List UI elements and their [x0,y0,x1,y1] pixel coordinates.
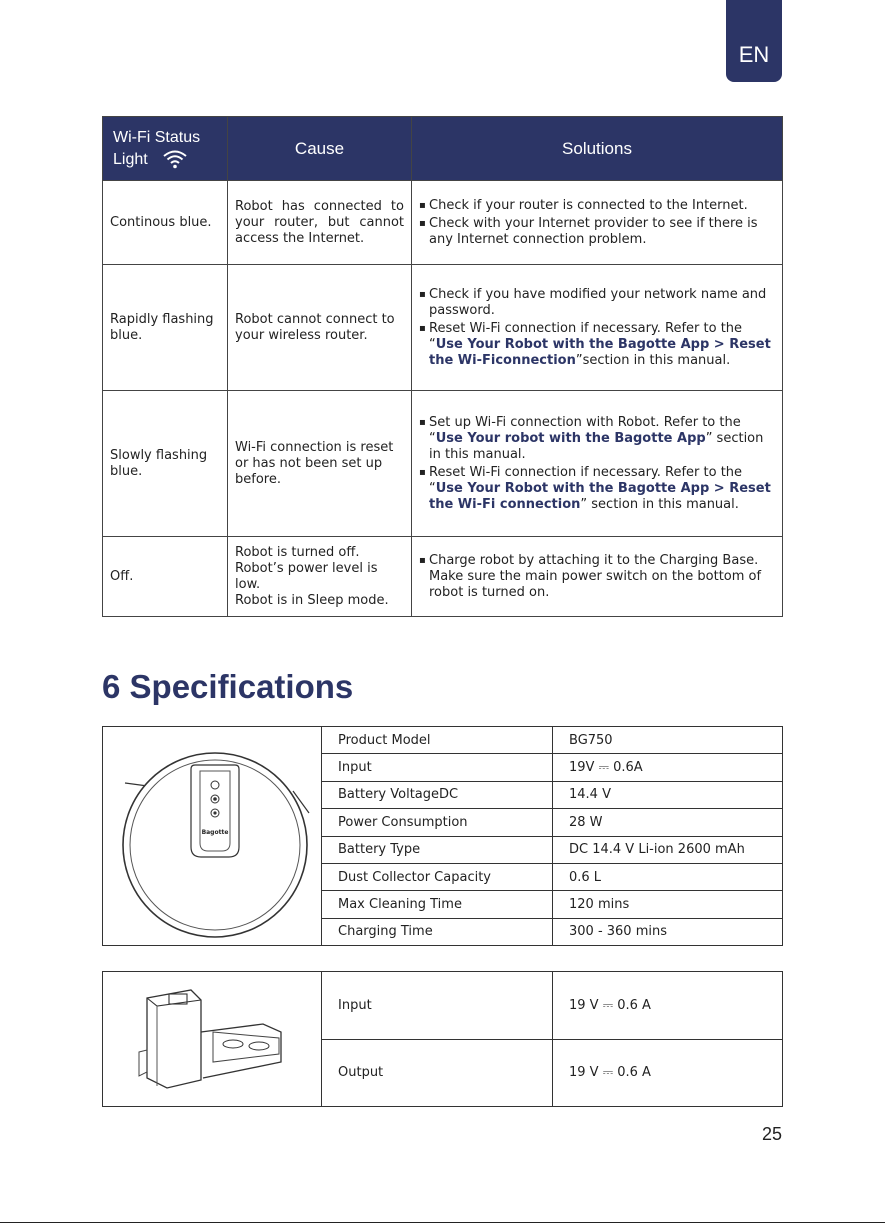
spec-value: 28 W [553,809,783,836]
spec-row [103,972,783,1040]
wifi-status-table [102,116,783,617]
language-label: EN [738,42,770,67]
spec-value: 0.6 L [553,863,783,890]
solution-item: ▪ Check if you have modified your network name and password. [419,287,775,319]
header-status-line1: Wi-Fi Status [113,128,201,146]
wifi-row-slow [103,391,783,537]
cause-cell: Wi-Fi connection is reset or has not been set up before. [228,391,412,537]
header-cause: Cause [228,117,412,181]
section-title: 6 Specifications [102,668,354,705]
page-number: 25 [762,1124,783,1144]
solution-item: ▪ Charge robot by attaching it to the Charging Base. Make sure the main power switch on the bottom of robot is turned on. [419,553,775,601]
language-tab [726,0,782,82]
charging-base-spec-table [102,971,783,1107]
spec-value: DC 14.4 V Li-ion 2600 mAh [553,836,783,863]
spec-label: Output [322,1039,553,1107]
spec-value: 14.4 V [553,781,783,808]
manual-reference: Use Your Robot with the Bagotte App > Reset the Wi-Fi connection [429,480,771,512]
robot-vacuum-illustration [103,727,321,941]
solutions-cell [412,181,783,265]
cause-cell: Robot has connected to your router, but cannot access the Internet. [228,181,412,265]
spec-row [103,727,783,754]
robot-brand-label: Bagotte [201,829,229,836]
solution-text: ”section in this manual. [575,352,731,368]
status-cell: Off. [103,537,228,617]
header-wifi-status [103,117,228,181]
solution-item: ▪ Check with your Internet provider to see if there is any Internet connection problem. [419,216,775,248]
base-image-cell [103,972,322,1107]
spec-label: Power Consumption [322,809,553,836]
spec-label: Input [322,972,553,1040]
solution-item: ▪ Check if your router is connected to the Internet. [419,198,775,214]
spec-label: Dust Collector Capacity [322,863,553,890]
spec-label: Battery VoltageDC [322,781,553,808]
solution-item [419,321,775,369]
wifi-table-header [103,117,783,181]
solution-item [419,465,775,513]
solution-item [419,415,775,463]
spec-label: Charging Time [322,918,553,945]
status-cell: Rapidly flashing blue. [103,265,228,391]
spec-label: Battery Type [322,836,553,863]
spec-label: Product Model [322,727,553,754]
spec-value: 300 - 360 mins [553,918,783,945]
spec-value: 19V ⎓ 0.6A [553,754,783,781]
header-status-line2: Light [113,150,148,168]
spec-value: 19 V ⎓ 0.6 A [553,972,783,1040]
status-cell: Continous blue. [103,181,228,265]
solutions-cell [412,391,783,537]
manual-reference: Use Your Robot with the Bagotte App > Reset the Wi-Ficonnection [429,336,771,368]
robot-spec-table [102,726,783,946]
wifi-row-rapid [103,265,783,391]
page-divider [0,1222,885,1223]
header-solutions: Solutions [412,117,783,181]
solution-text: Reset Wi-Fi connection if necessary. Refer to the “ [429,320,743,352]
spec-label: Max Cleaning Time [322,891,553,918]
cause-line: Robot is turned off. [235,544,360,560]
spec-label: Input [322,754,553,781]
solution-text: ” section in this manual. [580,496,739,512]
solutions-cell [412,265,783,391]
robot-image-cell [103,727,322,946]
spec-value: BG750 [553,727,783,754]
spec-value: 19 V ⎓ 0.6 A [553,1039,783,1107]
spec-value: 120 mins [553,891,783,918]
status-cell: Slowly flashing blue. [103,391,228,537]
solution-text: ” section in this manual. [429,430,764,462]
charging-base-illustration [103,972,321,1102]
cause-line: Robot’s power level is low. [235,560,378,592]
cause-line: Robot is in Sleep mode. [235,592,389,608]
wifi-row-continuous [103,181,783,265]
solution-text: Reset Wi-Fi connection if necessary. Refer to the “ [429,464,743,496]
manual-reference: Use Your robot with the Bagotte App [435,430,706,446]
cause-cell [228,537,412,617]
wifi-icon [162,149,188,169]
solution-text: Set up Wi-Fi connection with Robot. Refer to the “ [429,414,741,446]
wifi-row-off [103,537,783,617]
solutions-cell [412,537,783,617]
cause-cell: Robot cannot connect to your wireless router. [228,265,412,391]
